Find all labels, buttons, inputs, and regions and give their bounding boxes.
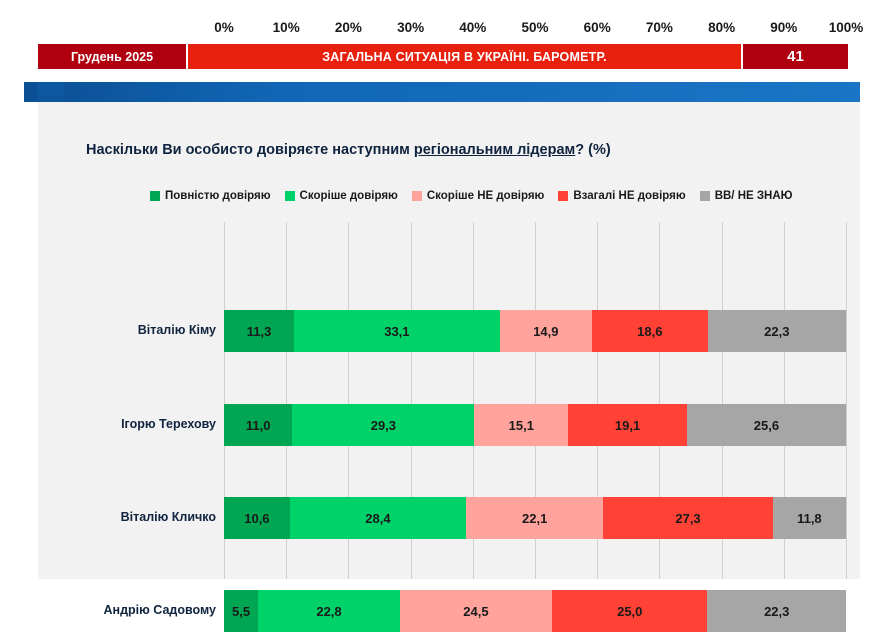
chart-panel xyxy=(38,102,860,619)
slide-body xyxy=(24,74,860,619)
bar-segment: 5,5 xyxy=(224,590,258,632)
legend-item-1[interactable] xyxy=(285,190,398,202)
legend-swatch-3 xyxy=(558,191,568,201)
x-axis-tick-2: 20% xyxy=(334,20,362,35)
legend-swatch-0 xyxy=(150,191,160,201)
decorative-blue-band xyxy=(24,82,860,102)
x-axis-tick-10: 100% xyxy=(828,20,864,35)
question-text-part1: Наскільки Ви особисто довіряєте наступним xyxy=(86,142,414,158)
legend-swatch-1 xyxy=(285,191,295,201)
bar-segment: 27,3 xyxy=(603,497,772,539)
legend-swatch-4 xyxy=(700,191,710,201)
x-axis-tick-0: 0% xyxy=(214,20,234,35)
bar-row xyxy=(224,310,846,352)
legend-item-2[interactable] xyxy=(412,190,545,202)
bar-row xyxy=(224,404,846,446)
bar-segment: 22,1 xyxy=(466,497,603,539)
category-label-2: Віталію Кличко xyxy=(120,510,216,524)
x-axis-tick-9: 90% xyxy=(770,20,798,35)
x-axis-tick-8: 80% xyxy=(708,20,736,35)
chart-legend xyxy=(150,190,870,202)
x-axis-tick-5: 50% xyxy=(521,20,549,35)
bar-segment: 28,4 xyxy=(290,497,466,539)
question-heading xyxy=(86,142,611,158)
legend-label-3: Взагалі НЕ довіряю xyxy=(573,190,686,202)
x-axis-tick-6: 60% xyxy=(583,20,611,35)
x-axis-tick-4: 40% xyxy=(459,20,487,35)
bar-segment: 19,1 xyxy=(568,404,687,446)
bar-segment: 11,8 xyxy=(773,497,846,539)
category-label-1: Ігорю Терехову xyxy=(121,417,216,431)
legend-label-4: ВВ/ НЕ ЗНАЮ xyxy=(714,190,793,202)
bar-row xyxy=(224,590,846,632)
legend-label-2: Скоріше НЕ довіряю xyxy=(426,190,545,202)
question-text-part2: ? (%) xyxy=(575,142,611,158)
x-axis-tick-7: 70% xyxy=(645,20,673,35)
bar-segment: 10,6 xyxy=(224,497,290,539)
legend-item-0[interactable] xyxy=(150,190,271,202)
chart-plot-area xyxy=(38,222,860,619)
legend-swatch-2 xyxy=(412,191,422,201)
slide-number: 41 xyxy=(743,44,848,69)
bar-segment: 11,0 xyxy=(224,404,292,446)
axis-strip xyxy=(0,0,883,40)
top-white-band xyxy=(0,0,883,6)
legend-item-3[interactable] xyxy=(558,190,685,202)
bar-segment: 14,9 xyxy=(500,310,592,352)
bar-segment: 22,3 xyxy=(708,310,846,352)
bar-row xyxy=(224,497,846,539)
question-text-underlined: регіональним лідерам xyxy=(413,142,576,158)
x-axis-tick-labels xyxy=(0,20,883,40)
gridline-10 xyxy=(846,222,847,579)
survey-date: Грудень 2025 xyxy=(38,44,188,69)
bar-segment: 18,6 xyxy=(592,310,707,352)
bar-segment: 15,1 xyxy=(474,404,568,446)
bar-segment: 33,1 xyxy=(294,310,499,352)
x-axis-tick-1: 10% xyxy=(272,20,300,35)
bar-segment: 11,3 xyxy=(224,310,294,352)
slide-title-bar xyxy=(38,44,848,69)
bar-segment: 25,6 xyxy=(687,404,846,446)
legend-label-1: Скоріше довіряю xyxy=(299,190,398,202)
category-label-3: Андрію Садовому xyxy=(103,603,216,617)
x-axis-tick-3: 30% xyxy=(397,20,425,35)
bar-segment: 22,3 xyxy=(707,590,846,632)
bar-segment: 25,0 xyxy=(552,590,707,632)
bar-segment: 29,3 xyxy=(292,404,474,446)
legend-item-4[interactable] xyxy=(700,190,793,202)
category-label-0: Віталію Кіму xyxy=(137,323,216,337)
bar-segment: 24,5 xyxy=(400,590,552,632)
legend-label-0: Повністю довіряю xyxy=(165,190,271,202)
bar-segment: 22,8 xyxy=(258,590,400,632)
slide-title: ЗАГАЛЬНА СИТУАЦІЯ В УКРАЇНІ. БАРОМЕТР. xyxy=(188,44,743,69)
